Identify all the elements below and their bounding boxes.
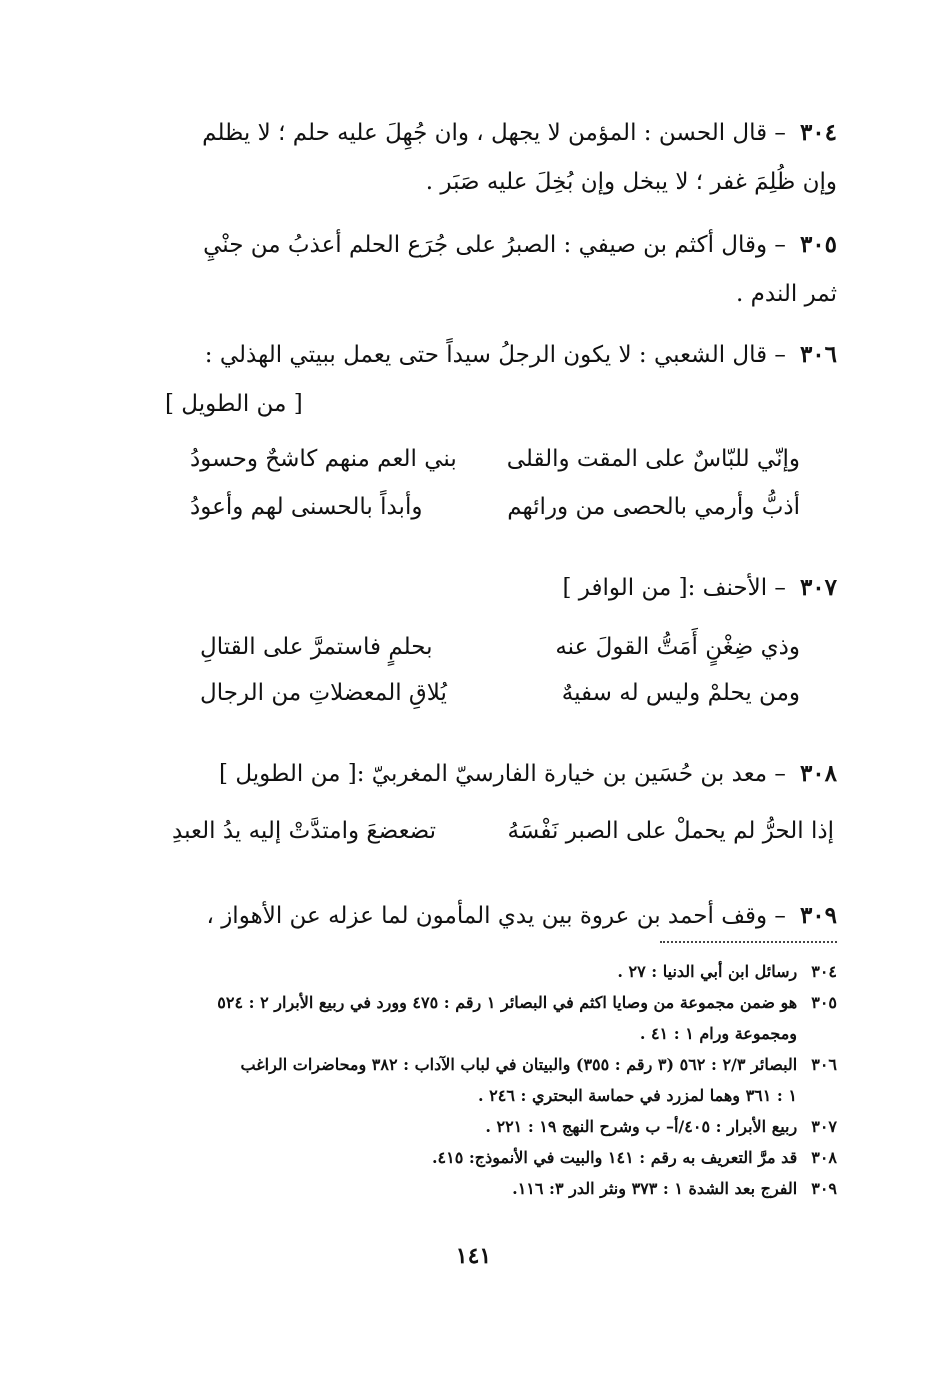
verse-first-hemistich: وذي ضِغْنٍ أَمَتُّ القولَ عنه — [555, 634, 800, 660]
paragraph-text: – الأحنف : — [687, 575, 786, 601]
paragraph-text: – قال الحسن : المؤمن لا يجهل ، وان جُهِلَ عليه حلم ؛ لا يظلم وإن ظُلِمَ غفر ؛ لا يبخل وإن بُخِلَ عليه صَبَر . — [202, 120, 837, 195]
footnote-306 — [165, 1049, 837, 1080]
footnote-number: ٣٠٧ — [811, 1117, 837, 1136]
footnote-309 — [165, 1173, 837, 1204]
paragraph-307 — [470, 563, 837, 613]
paragraph-text: – معد بن حُسَين بن خيارة الفارسيّ المغربيّ : — [356, 761, 786, 787]
meter-label: [ من الطويل ] — [165, 391, 303, 417]
paragraph-309 — [165, 891, 837, 941]
meter-label-wrap — [165, 380, 837, 429]
paragraph-305 — [165, 220, 837, 319]
footnote-text: ربيع الأبرار : ٤٠٥/أ– ب وشرح النهج ١٩ : ٢٢١ . — [485, 1117, 798, 1136]
footnote-separator — [660, 941, 837, 943]
meter-label: [ من الوافر ] — [562, 575, 688, 601]
paragraph-number: ٣٠٨ — [799, 760, 837, 787]
footnote-307 — [165, 1111, 837, 1142]
paragraph-308 — [165, 749, 837, 799]
verse-first-hemistich: وإنّي للبّاسٌ على المقت والقلى — [506, 446, 800, 472]
footnote-number: ٣٠٩ — [811, 1179, 837, 1198]
verse-second-hemistich: يُلاقِ المعضلاتِ من الرجال — [200, 680, 447, 706]
paragraph-text: – وقال أكثم بن صيفي : الصبرُ على جُرَع الحلم أعذبُ من جنْيِ ثمر الندم . — [203, 232, 837, 307]
verse-second-hemistich: بحلمٍ فاستمرَّ على القتالِ — [200, 634, 433, 660]
verse-first-hemistich: ومن يحلمْ وليس له سفيهٌ — [561, 680, 800, 706]
verse-second-hemistich: وأبداً بالحسنى لهم وأعودُ — [190, 494, 423, 520]
paragraph-text: – وقف أحمد بن عروة بين يدي المأمون لما عزله عن الأهواز ، — [206, 903, 786, 929]
paragraph-number: ٣٠٦ — [799, 341, 837, 368]
footnote-number: ٣٠٦ — [811, 1055, 837, 1074]
footnote-text: البصائر ٢/٣ : ٥٦٢ (٣ رقم : ٣٥٥) والبيتان في لباب الآداب : ٣٨٢ ومحاضرات الراغب — [240, 1055, 798, 1074]
meter-label: [ من الطويل ] — [219, 761, 357, 787]
footnote-number: ٣٠٤ — [811, 962, 837, 981]
paragraph-number: ٣٠٤ — [799, 119, 837, 146]
verse-first-hemistich: إذا الحرُّ لم يحملْ على الصبر نَفْسَهُ — [507, 818, 834, 844]
verse-first-hemistich: أذبُّ وأرمي بالحصى من ورائهم — [507, 494, 800, 520]
paragraph-number: ٣٠٥ — [799, 231, 837, 258]
footnote-text: رسائل ابن أبي الدنيا : ٢٧ . — [617, 962, 798, 981]
page-number: ١٤١ — [455, 1243, 492, 1269]
verse-second-hemistich: بني العم منهم كاشحٌ وحسودُ — [190, 446, 457, 472]
footnote-text: قد مرَّ التعريف به رقم : ١٤١ والبيت في الأنموذج: ٤١٥. — [431, 1148, 798, 1167]
footnote-305-continuation: ومجموعة ورام ١ : ٤١ . — [639, 1024, 797, 1043]
footnote-text: هو ضمن مجموعة من وصايا اكثم في البصائر ١ رقم : ٤٧٥ وورد في ربيع الأبرار ٢ : ٥٢٤ — [217, 993, 798, 1012]
paragraph-304 — [165, 108, 837, 207]
footnote-304 — [165, 956, 837, 987]
paragraph-number: ٣٠٧ — [799, 574, 837, 601]
footnote-306-continuation: ١ : ٣٦١ وهما لمزرد في حماسة البحتري : ٢٤٦ . — [478, 1086, 797, 1105]
footnote-text: الفرج بعد الشدة ١ : ٣٧٣ ونثر الدر ٣: ١١٦. — [512, 1179, 798, 1198]
footnote-number: ٣٠٨ — [811, 1148, 837, 1167]
footnote-308 — [165, 1142, 837, 1173]
paragraph-number: ٣٠٩ — [799, 902, 837, 929]
verse-second-hemistich: تضعضعَ وامتدَّتْ إليه يدُ العبدِ — [172, 818, 437, 844]
paragraph-text: – قال الشعبي : لا يكون الرجلُ سيداً حتى يعمل ببيتي الهذلي : — [204, 342, 786, 368]
paragraph-306 — [165, 330, 837, 429]
footnote-number: ٣٠٥ — [811, 993, 837, 1012]
footnote-305 — [165, 987, 837, 1018]
footnotes — [165, 956, 837, 1204]
